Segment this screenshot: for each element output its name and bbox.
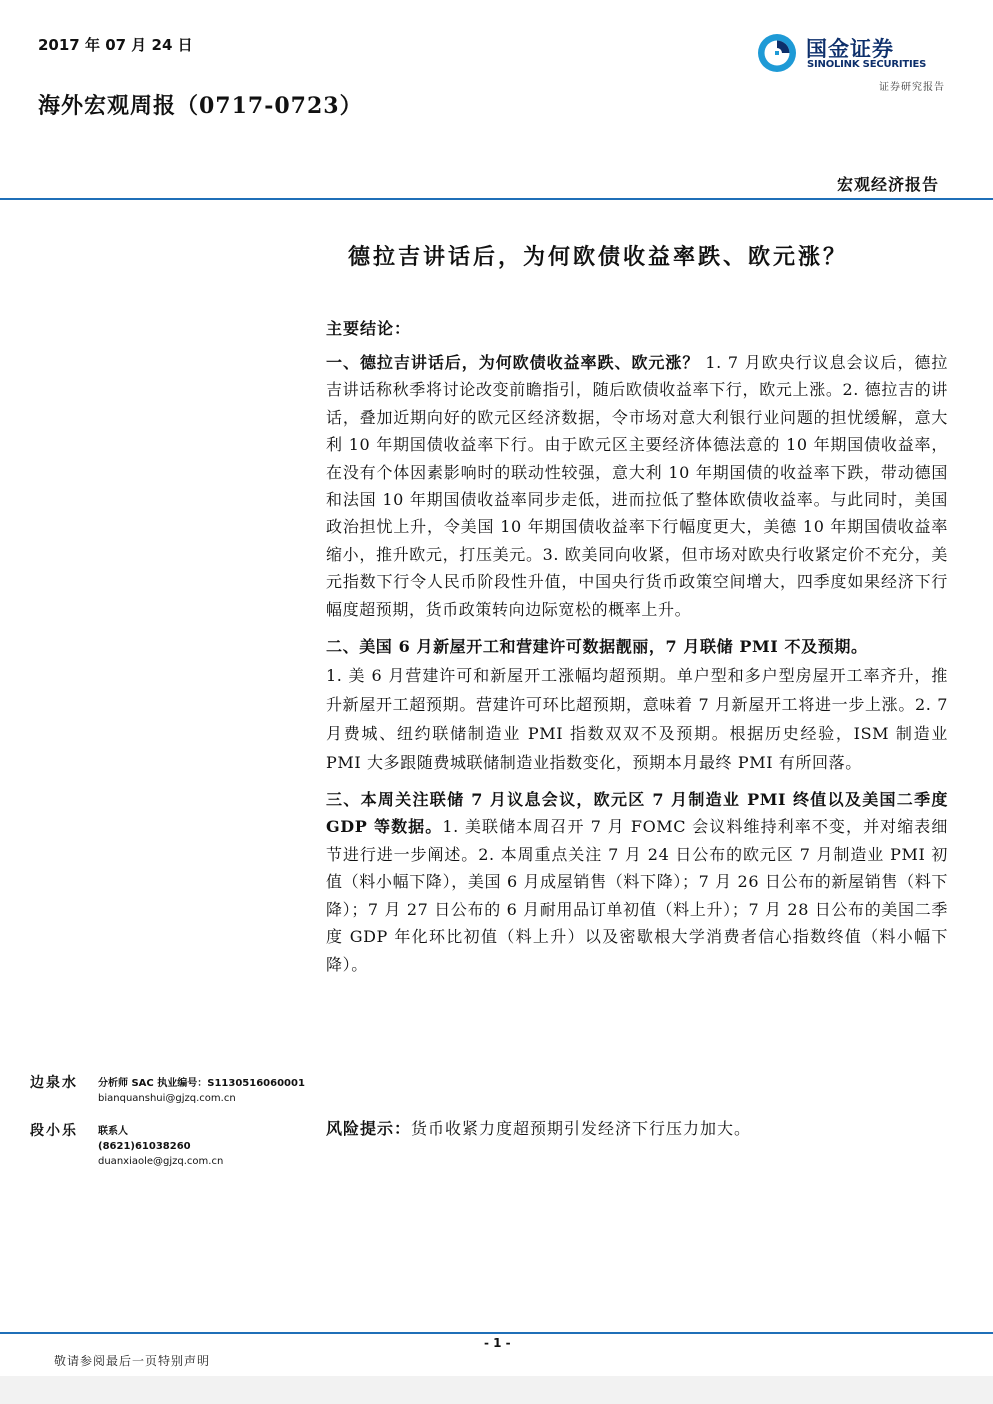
risk-warning (326, 1116, 751, 1139)
logo-subtitle: 证券研究报告 (879, 82, 945, 93)
analyst-role: 分析师 SAC 执业编号：S1130516060001 (98, 1078, 305, 1089)
report-headline: 德拉吉讲话后，为何欧债收益率跌、欧元涨？ (348, 244, 849, 270)
page-bottom-band (0, 1376, 993, 1404)
contact-role: 联系人 (98, 1126, 128, 1137)
contact-email[interactable]: duanxiaole@gjzq.com.cn (98, 1156, 224, 1167)
conclusion-section-2 (326, 632, 948, 777)
analyst-info (98, 1076, 305, 1106)
header-divider (0, 198, 993, 200)
contact-info (98, 1124, 223, 1169)
section-1-lead: 一、德拉吉讲话后，为何欧债收益率跌、欧元涨？ (326, 353, 700, 372)
risk-text: 货币收紧力度超预期引发经济下行压力加大。 (411, 1119, 752, 1138)
disclaimer-note: 敬请参阅最后一页特别声明 (54, 1354, 211, 1368)
risk-label: 风险提示： (326, 1119, 412, 1138)
series-title: 海外宏观周报（0717-0723） (38, 93, 363, 119)
section-2-body: 1. 美 6 月营建许可和新屋开工涨幅均超预期。单户型和多户型房屋开工率齐升，推升新屋开工超预期。营建许可环比超预期，意味着 7 月新屋开工将进一步上涨。2. 7 月费城、纽约联储制造业 PMI 指数双双不及预期。根据历史经验，ISM 制造业 PMI 大多跟随费城联储制造业指数变化，预期本月最终 PMI 有所回落。 (326, 666, 948, 773)
page-number: - 1 - (484, 1336, 511, 1350)
section-1-body: 1. 7 月欧央行议息会议后，德拉吉讲话称秋季将讨论改变前瞻指引，随后欧债收益率下行，欧元上涨。2. 德拉吉的讲话，叠加近期向好的欧元区经济数据，令市场对意大利银行业问题的担忧缓解，意大利 10 年期国债收益率下行。由于欧元区主要经济体德法意的 10 年期国债收益率，在没有个体因素影响时的联动性较强，意大利 10 年期国债的收益率下跌，带动德国和法国 10 年期国债收益率同步走低，进而拉低了整体欧债收益率。与此同时，美国政治担忧上升，令美国 10 年期国债收益率下行幅度更大，美德 10 年期国债收益率缩小，推升欧元，打压美元。3. 欧美同向收紧，但市场对欧央行收紧定价不充分，美元指数下行令人民币阶段性升值，中国央行货币政策空间增大，四季度如果经济下行幅度超预期，货币政策转向边际宽松的概率上升。 (326, 353, 948, 619)
report-date: 2017 年 07 月 24 日 (38, 36, 193, 54)
footer-divider (0, 1332, 993, 1334)
company-logo (756, 30, 946, 78)
section-3-lead: 三、本周关注联储 7 月议息会议，欧元区 7 月制造业 PMI 终值以及美国二季度 GDP 等数据。 (326, 790, 948, 837)
conclusions-heading: 主要结论： (326, 319, 412, 338)
analyst-name: 边泉水 (30, 1075, 78, 1091)
sinolink-logo-icon (756, 32, 798, 74)
main-conclusions (326, 316, 948, 987)
contact-phone: (8621)61038260 (98, 1141, 191, 1152)
report-category: 宏观经济报告 (836, 175, 939, 194)
section-2-lead: 二、美国 6 月新屋开工和营建许可数据靓丽，7 月联储 PMI 不及预期。 (326, 637, 868, 657)
conclusion-section-3 (326, 786, 948, 978)
analyst-email[interactable]: bianquanshui@gjzq.com.cn (98, 1093, 236, 1104)
conclusion-section-1 (326, 349, 948, 623)
contact-name: 段小乐 (30, 1123, 78, 1139)
logo-english-name: SINOLINK SECURITIES (807, 59, 927, 70)
logo-chinese-name: 国金证券 (806, 37, 894, 61)
section-3-body: 1. 美联储本周召开 7 月 FOMC 会议料维持利率不变，并对缩表细节进行进一步阐述。2. 本周重点关注 7 月 24 日公布的欧元区 7 月制造业 PMI 初值（料小幅下降），美国 6 月成屋销售（料下降）；7 月 26 日公布的新屋销售（料下降）；7 月 27 日公布的 6 月耐用品订单初值（料上升）；7 月 28 日公布的美国二季度 GDP 年化环比初值（料上升）以及密歇根大学消费者信心指数终值（料小幅下降）。 (326, 817, 948, 974)
